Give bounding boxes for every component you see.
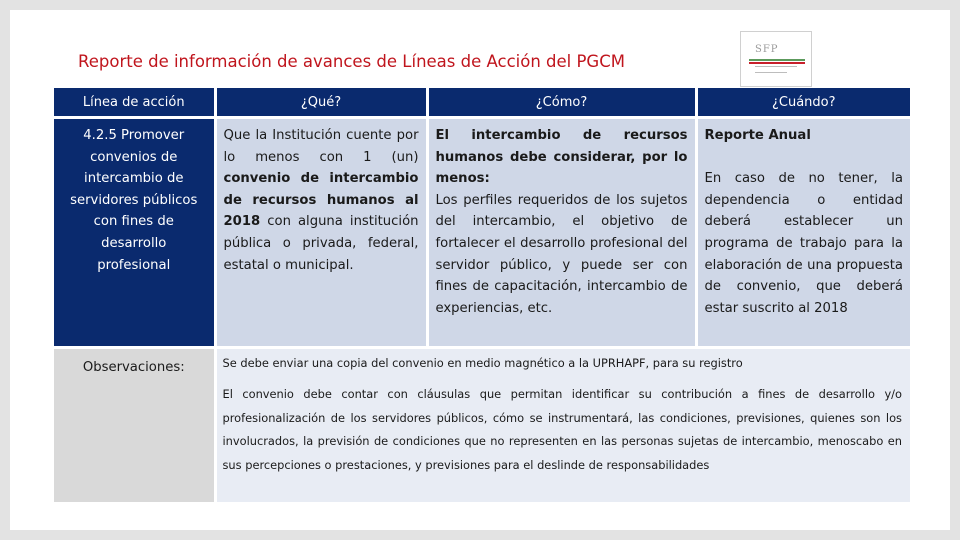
como-bold-text: El intercambio de recursos humanos debe considerar, por lo menos: — [435, 128, 688, 187]
observaciones-row — [54, 348, 910, 503]
header-como: ¿Cómo? — [427, 88, 696, 118]
logo-green-stripe — [749, 59, 805, 61]
linea-line: servidores públicos — [70, 192, 198, 208]
observaciones-text-2: El convenio debe contar con cláusulas que permitan identificar su contribución a fines de desarrollo y/o profesionalización de los servidores públicos, cómo se instrumentará, las condiciones, previsiones, quienes son los involucrados, la previsión de condiciones que no representen en las personas sujetas de intercambio, menoscabo en sus percepciones o prestaciones, y previsiones para el deslinde de responsabilidades — [222, 387, 902, 472]
cuando-text: En caso de no tener, la dependencia o entidad deberá establecer un programa de trabajo para la elaboración de una propuesta de convenio, que deberá estar suscrito al 2018 — [704, 171, 903, 316]
como-cell — [427, 118, 696, 348]
que-text-end: con alguna institución pública o privada, federal, estatal o municipal. — [223, 214, 419, 273]
linea-line: con fines de — [93, 214, 174, 230]
que-bold-text: convenio de intercambio de recursos humanos al 2018 — [223, 171, 419, 230]
que-text: Que la Institución cuente por lo menos con 1 (un) — [223, 128, 419, 165]
table-header-row — [54, 88, 910, 118]
logo-fine-line — [755, 72, 787, 73]
cuando-cell — [696, 118, 910, 348]
sfp-logo-text: SFP — [755, 44, 779, 55]
observaciones-cell — [215, 348, 910, 503]
sfp-logo — [740, 31, 812, 87]
linea-line: desarrollo — [101, 235, 167, 251]
observaciones-label: Observaciones: — [54, 348, 215, 503]
logo-fine-line — [755, 66, 797, 67]
header-linea-de-accion: Línea de acción — [54, 88, 215, 118]
header-que: ¿Qué? — [215, 88, 427, 118]
action-line-table — [54, 88, 910, 502]
cuando-bold-text: Reporte Anual — [704, 128, 811, 143]
linea-line: profesional — [97, 257, 171, 273]
linea-line: 4.2.5 Promover — [83, 128, 185, 143]
linea-line: convenios de — [90, 149, 178, 165]
logo-red-stripe — [749, 62, 805, 64]
header-cuando: ¿Cuándo? — [696, 88, 910, 118]
como-text: Los perfiles requeridos de los sujetos del intercambio, el objetivo de fortalecer el desarrollo profesional del servidor público, y puede ser con fines de capacitación, intercambio de experiencias, etc. — [435, 192, 688, 316]
observaciones-text-1: Se debe enviar una copia del convenio en medio magnético a la UPRHAPF, para su registro — [222, 356, 743, 370]
que-cell — [215, 118, 427, 348]
linea-de-accion-cell — [54, 118, 215, 348]
table-row — [54, 118, 910, 348]
page-title: Reporte de información de avances de Líneas de Acción del PGCM — [78, 52, 625, 71]
linea-line: intercambio de — [84, 171, 184, 187]
